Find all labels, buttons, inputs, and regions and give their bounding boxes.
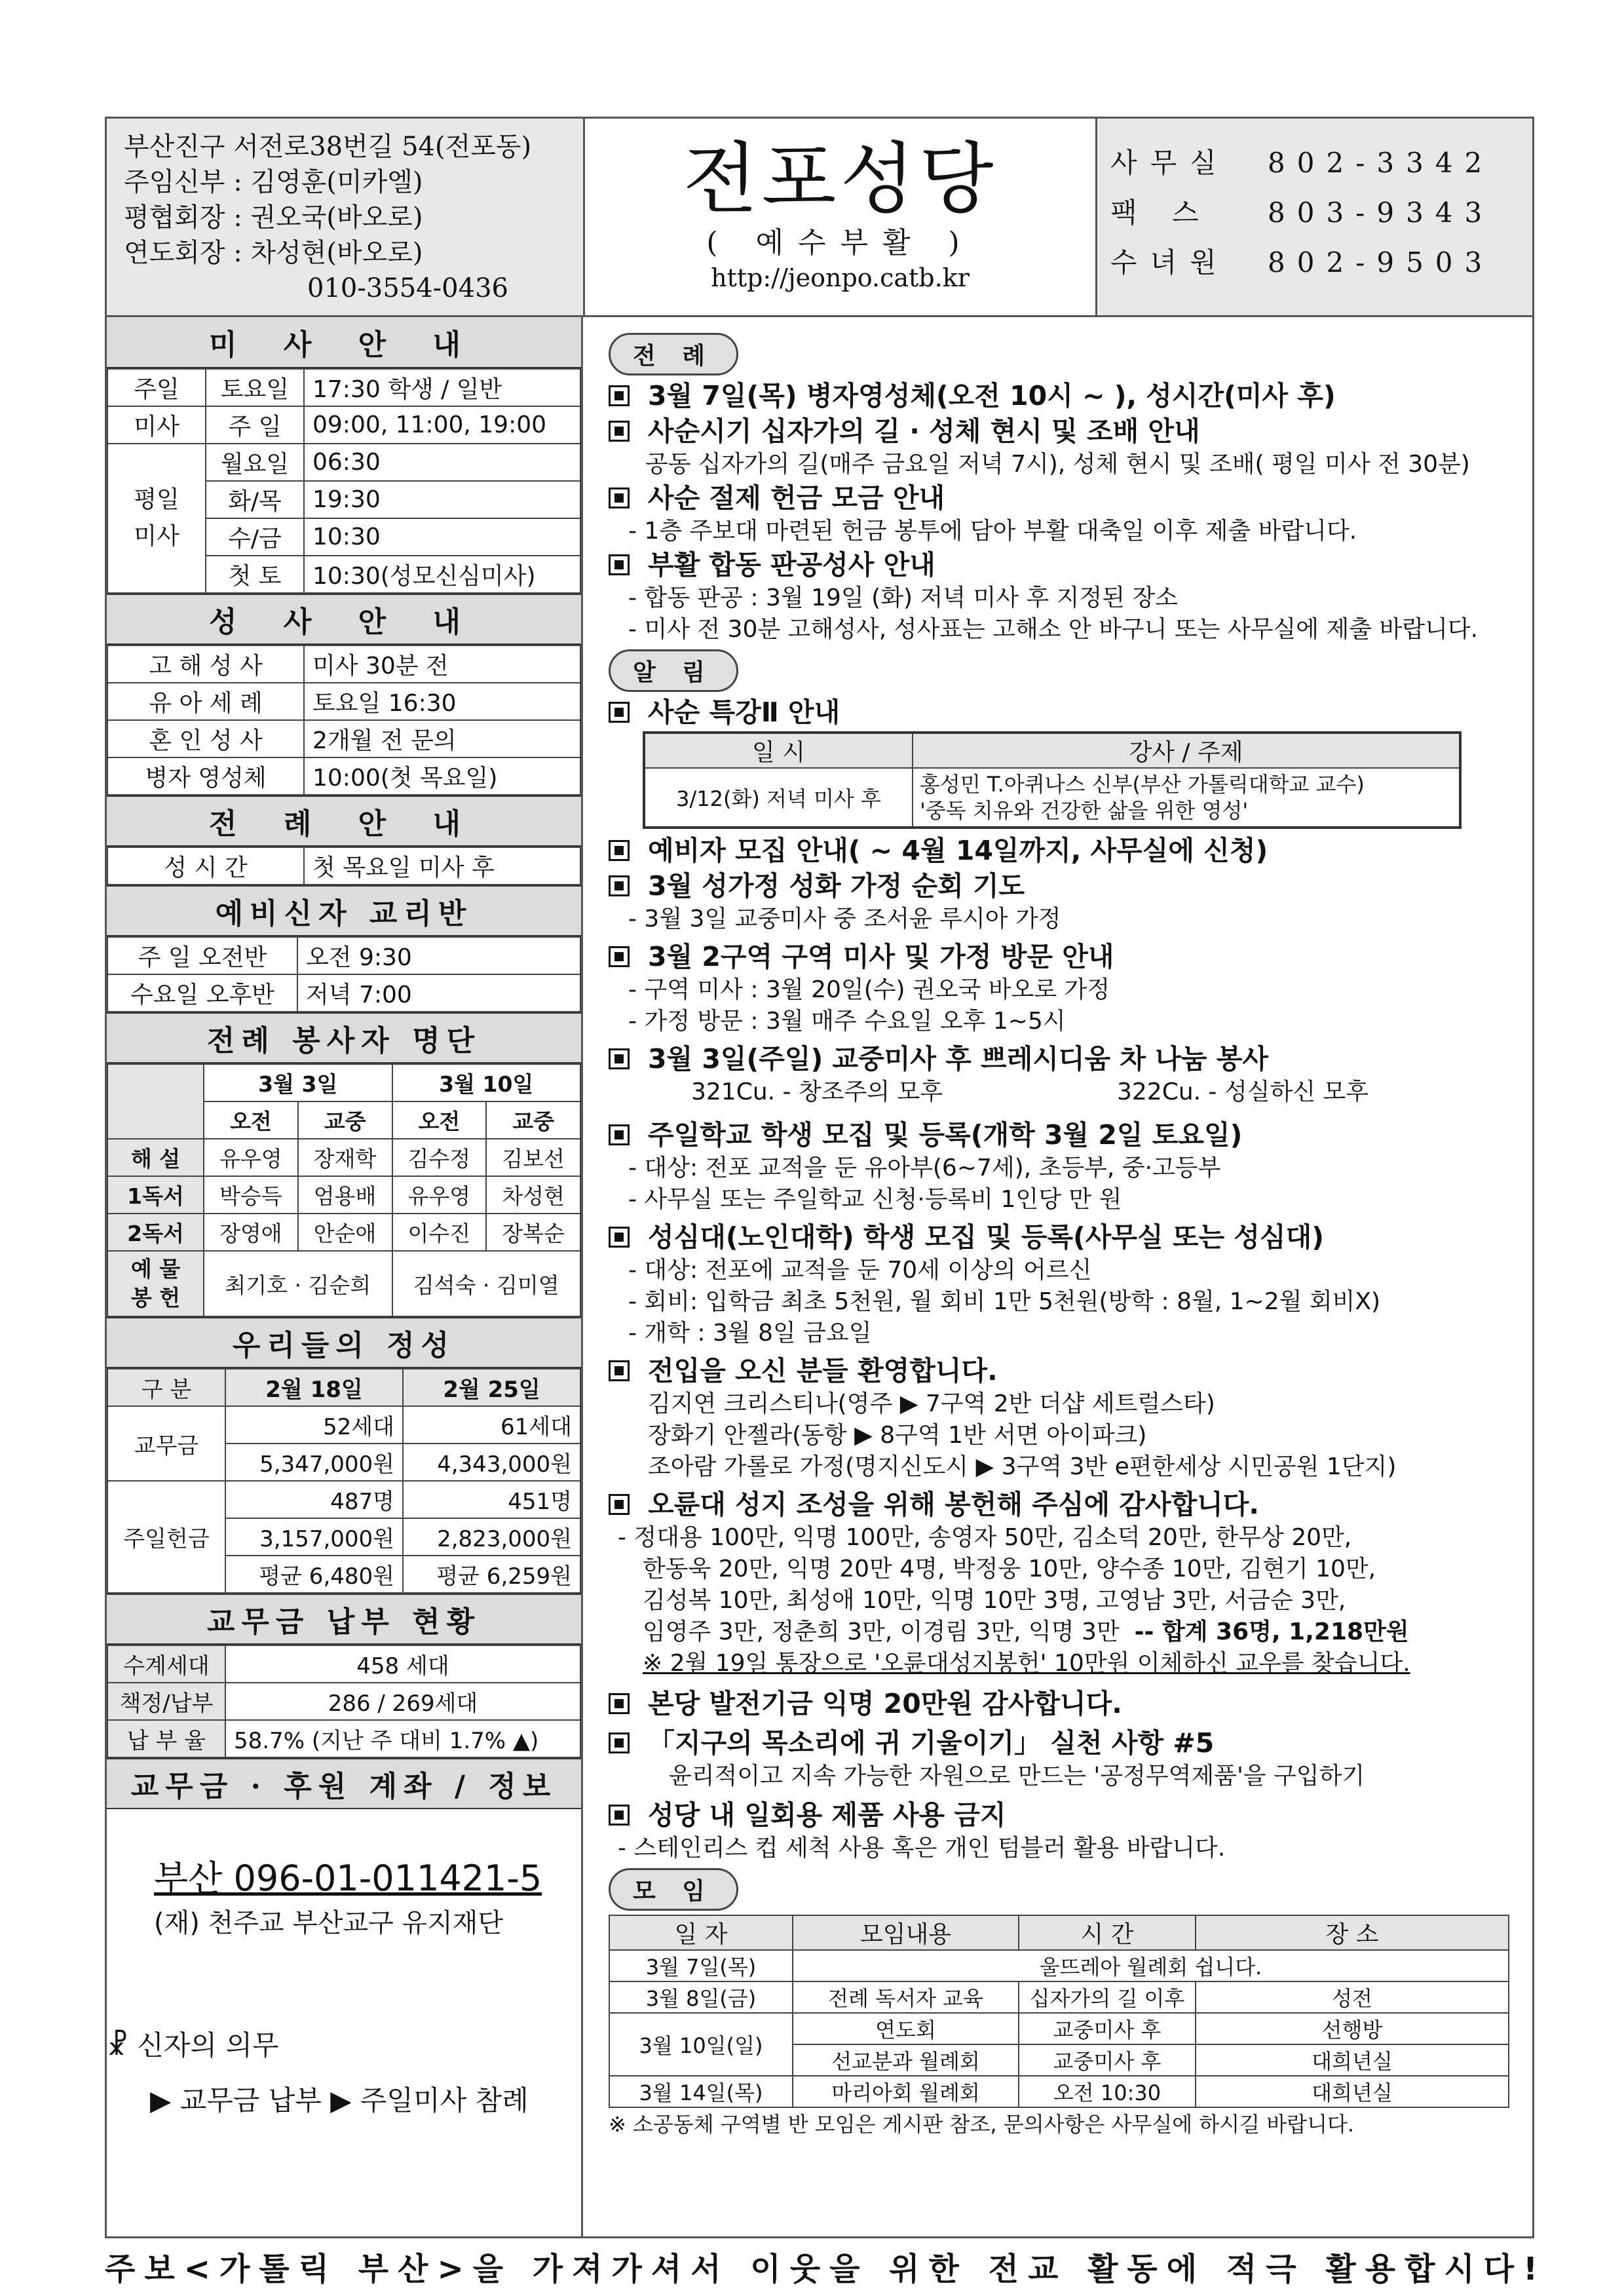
contact-convent: 수녀원 802-9503	[1110, 246, 1494, 278]
pastor: 주임신부 : 김영훈(미카엘)	[124, 167, 423, 197]
square-bullet-icon	[609, 946, 630, 967]
notice-item: 성당 내 일회용 제품 사용 금지	[609, 1797, 1513, 1833]
notice-item: 3월 2구역 구역 미사 및 가정 방문 안내	[609, 939, 1513, 974]
parish-address: 부산진구 서전로38번길 54(전포동)	[124, 132, 532, 162]
account-number: 부산 096-01-011421-5	[154, 1858, 542, 1899]
notices-label: 알 림	[609, 649, 738, 692]
masthead	[585, 119, 1097, 315]
account-section-title: 교무금 · 후원 계좌 / 정보	[107, 1758, 581, 1809]
square-bullet-icon	[609, 385, 630, 406]
believer-duty	[107, 1944, 581, 2124]
square-bullet-icon	[609, 421, 630, 442]
contacts	[1097, 119, 1532, 315]
contact-office: 사무실 802-3342	[1110, 147, 1494, 179]
square-bullet-icon	[609, 875, 630, 896]
account-info	[107, 1809, 581, 1944]
square-bullet-icon	[609, 702, 630, 723]
liturgy-label: 전 례	[609, 333, 738, 375]
liturgy-item: 3월 7일(목) 병자영성체(오전 10시 ~ ), 성시간(미사 후)	[609, 378, 1513, 413]
catechumen-table: 주 일 오전반 오전 9:30 수요일 오후반 저녁 7:00	[107, 936, 581, 1012]
mass-table: 주일 토요일 17:30 학생 / 일반 미사 주 일 09:00, 11:00, 19:00 평일 미사 월요일 06:30 화/목 19:30 수/금 10:30 첫 토 10:30(성모신심미사)	[107, 368, 581, 594]
right-column: 전 례 3월 7일(목) 병자영성체(오전 10시 ~ ), 성시간(미사 후) 사순시기 십자가의 길 · 성체 현시 및 조배 안내 공동 십자가의 길(매주 금요일 저녁 7시), 성체 현시 및 조배( 평일 미사 전 30분) 사순 절제 헌금 모금 안내 - 1층 주보대 마련된 헌금 봉투에 담아 부활 대축일 이후 제출 바랍니다. 부활 합동 판공성사 안내 - 합동 판공 : 3월 19일 (화) 저녁 미사 후 지정된 장소 - 미사 전 30분 고해성사, 성사표는 고해소 안 바구니 또는 사무실에 제출 바랍니다. 알 림 사순 특강Ⅱ 안내 일 시 강사 / 주제 3/12(화) 저녁 미사 후 홍성민 T.아퀴나스 신부(부산 가톨릭대학교 교수) '중독 치유와 건강한 삶을 위한 영성' 예비자 모집 안내( ~ 4월 14일까지, 사무실에 신청) 3월 성가정 성화 가정 순회 기도 - 3월 3일 교중미사 중 조서윤 루시아 가정 3월 2구역 구역 미사 및 가정 방문 안내 - 구역 미사 : 3월 20일(수) 권오국 바오로 가정 - 가정 방문 : 3월 매주 수요일 오후 1~5시 3월 3일(주일) 교중미사 후 쁘레시디움 차 나눔 봉사 321Cu. - 창조주의 모후 322Cu. - 성실하신 모후 주일학교 학생 모집 및 등록(개학 3월 2일 토요일) - 대상: 전포 교적을 둔 유아부(6~7세), 초등부, 중·고등부 - 사무실 또는 주일학교 신청·등록비 1인당 만 원 성심대(노인대학) 학생 모집 및 등록(사무실 또는 성심대) - 대상: 전포에 교적을 둔 70세 이상의 어르신 - 회비: 입학금 최초 5천원, 월 회비 1만 5천원(방학 : 8월, 1~2월 회비X) - 개학 : 3월 8일 금요일 전입을 오신 분들 환영합니다. 김지연 크리스티나(영주 ▶ 7구역 2반 더샵 세트럴스타) 장화기 안젤라(동항 ▶ 8구역 1반 서면 아이파크) 조아람 가롤로 가정(명지신도시 ▶ 3구역 3반 e편한세상 시민공원 1단지) 오륜대 성지 조성을 위해 봉헌해 주심에 감사합니다. - 정대용 100만, 익명 100만, 송영자 50만, 김소덕 20만, 한무상 20만, 한동욱 20만, 익명 20만 4명, 박정웅 10만, 양수종 10만, 김현기 10만, 김성복 10만, 최성애 10만, 익명 10만 3명, 고영남 3만, 서금순 3만, 임영주 3만, 정춘희 3만, 이경림 3만, 익명 3만 -- 합계 36명, 1,218만원 ※ 2월 19일 통장으로 '오륜대성지봉헌' 10만원 이체하신 교우를 찾습니다. 본당 발전기금 익명 20만원 감사합니다. 「지구의 목소리에 귀 기울이기」 실천 사항 #5 윤리적이고 지속 가능한 자원으로 만드는 '공정무역제품'을 구입하기 성당 내 일회용 제품 사용 금지 - 스테인리스 컵 세척 사용 혹은 개인 텀블러 활용 바랍니다. 모 임 일 자 모임내용 시 간 장 소 3월 7일(목) 울뜨레아 월례회 쉽니다. 3월 8일(금) 전례 독서자 교육 십자가의 길 이후 성전 3월 10일(일) 연도회 교중미사 후 선행방 선교분과 월례회 교중미사 후 대희년실 3월 14일(목) 마리아회 월례회 오전 10:30 대희년실 ※ 소공동체 구역별 반 모임은 게시판 참조, 문의사항은 사무실에 하시길 바랍니다.	[585, 317, 1532, 2141]
square-bullet-icon	[609, 1732, 630, 1753]
notice-item: 3월 성가정 성화 가정 순회 기도	[609, 868, 1513, 904]
duty-items: ▶ 교무금 납부 ▶ 주일미사 참례	[150, 2084, 529, 2116]
liturgy-item: 사순 절제 헌금 모금 안내	[609, 480, 1513, 516]
square-bullet-icon	[609, 1494, 630, 1515]
square-bullet-icon	[609, 1360, 630, 1381]
square-bullet-icon	[609, 1805, 630, 1826]
dues-section-title: 교무금 납부 현황	[107, 1594, 581, 1645]
meetings-table: 일 자 모임내용 시 간 장 소 3월 7일(목) 울뜨레아 월례회 쉽니다. 3월 8일(금) 전례 독서자 교육 십자가의 길 이후 성전 3월 10일(일) 연도회 교중미사 후 선행방 선교분과 월례회 교중미사 후 대희년실 3월 14일(목) 마리아회 월례회 오전 10:30 대희년실	[609, 1915, 1509, 2108]
offerings-table: 구 분 2월 18일 2월 25일 교무금 52세대 61세대 5,347,000원 4,343,000원 주일헌금 487명 451명 3,157,000원 2,823,000원 평균 6,480원 평균 6,259원	[107, 1368, 581, 1594]
meetings-label: 모 임	[609, 1868, 738, 1911]
notice-item: 오륜대 성지 조성을 위해 봉헌해 주심에 감사합니다.	[609, 1487, 1513, 1522]
duty-title: ☧ 신자의 의무	[107, 2029, 279, 2061]
offerings-section-title: 우리들의 정성	[107, 1317, 581, 1368]
notice-item: 주일학교 학생 모집 및 등록(개학 3월 2일 토요일)	[609, 1117, 1513, 1153]
contact-fax: 팩 스 803-9343	[1110, 197, 1494, 229]
lecture-table: 일 시 강사 / 주제 3/12(화) 저녁 미사 후 홍성민 T.아퀴나스 신부(부산 가톨릭대학교 교수) '중독 치유와 건강한 삶을 위한 영성'	[643, 731, 1462, 829]
dues-table: 수계세대 458 세대 책정/납부 286 / 269세대 납 부 율 58.7% (지난 주 대비 1.7% ▲)	[107, 1645, 581, 1758]
parish-url[interactable]: http://jeonpo.catb.kr	[711, 263, 970, 292]
notice-item: 성심대(노인대학) 학생 모집 및 등록(사무실 또는 성심대)	[609, 1219, 1513, 1255]
sacrament-section-title: 성 사 안 내	[107, 594, 581, 645]
weekday-label: 평일 미사	[107, 444, 206, 593]
square-bullet-icon	[609, 1124, 630, 1145]
square-bullet-icon	[609, 1227, 630, 1248]
notice-item: 예비자 모집 안내( ~ 4월 14일까지, 사무실에 신청)	[609, 833, 1513, 868]
servers-section-title: 전례 봉사자 명단	[107, 1012, 581, 1063]
parish-info	[107, 119, 585, 315]
meetings-note: ※ 소공동체 구역별 반 모임은 게시판 참조, 문의사항은 사무실에 하시길 바랍니다.	[609, 2112, 1355, 2137]
youth-president: 연도회장 : 차성현(바오로)	[124, 238, 423, 268]
notice-item: 「지구의 목소리에 귀 기울이기」 실천 사항 #5	[609, 1725, 1513, 1761]
servers-table: 3월 3일 3월 10일 오전 교중 오전 교중 해 설 유우영 장재학 김수정 김보선 1독서 박승득 엄용배 유우영 차성현 2독서 장영애 안순애 이수진 장복순 예 물 봉 헌 최기호 · 김순희 김석숙 · 김미열	[107, 1063, 581, 1317]
liturgy-item: 부활 합동 판공성사 안내	[609, 547, 1513, 583]
parish-title: 전포성당	[683, 134, 998, 224]
catechumen-section-title: 예비신자 교리반	[107, 885, 581, 936]
sacrament-table: 고 해 성 사 미사 30분 전 유 아 세 례 토요일 16:30 혼 인 성 사 2개월 전 문의 병자 영성체 10:00(첫 목요일)	[107, 645, 581, 795]
donors-note: ※ 2월 19일 통장으로 '오륜대성지봉헌' 10만원 이체하신 교우를 찾습니다.	[643, 1650, 1410, 1677]
notice-item: 3월 3일(주일) 교중미사 후 쁘레시디움 차 나눔 봉사	[609, 1041, 1513, 1077]
donors-last-line: 임영주 3만, 정춘희 3만, 이경림 3만, 익명 3만 -- 합계 36명, 1,218만원	[643, 1618, 1409, 1645]
council-president: 평협회장 : 권오국(바오로)	[124, 202, 423, 233]
tea-service: 321Cu. - 창조주의 모후 322Cu. - 성실하신 모후	[691, 1079, 1369, 1105]
square-bullet-icon	[609, 840, 630, 861]
square-bullet-icon	[609, 488, 630, 508]
sunday-label: 주일	[107, 369, 206, 406]
parish-subtitle: ( 예수부활 )	[706, 226, 974, 259]
account-holder: (재) 천주교 부산교구 유지재단	[154, 1908, 504, 1938]
mass-section-title: 미 사 안 내	[107, 317, 581, 368]
notice-item: 사순 특강Ⅱ 안내	[609, 695, 1513, 730]
left-column	[107, 317, 583, 2236]
youth-president-phone: 010-3554-0436	[307, 273, 508, 303]
square-bullet-icon	[609, 1693, 630, 1714]
square-bullet-icon	[609, 1048, 630, 1069]
liturgy-info-section-title: 전 례 안 내	[107, 795, 581, 847]
notice-item: 본당 발전기금 익명 20만원 감사합니다.	[609, 1686, 1513, 1721]
footer-slogan: 주보<가톨릭 부산>을 가져가셔서 이웃을 위한 전교 활동에 적극 활용합시다!	[105, 2251, 1547, 2287]
liturgy-item: 사순시기 십자가의 길 · 성체 현시 및 조배 안내	[609, 413, 1513, 449]
liturgy-info-table: 성 시 간 첫 목요일 미사 후	[107, 847, 581, 885]
notice-item: 전입을 오신 분들 환영합니다.	[609, 1353, 1513, 1388]
square-bullet-icon	[609, 554, 630, 575]
